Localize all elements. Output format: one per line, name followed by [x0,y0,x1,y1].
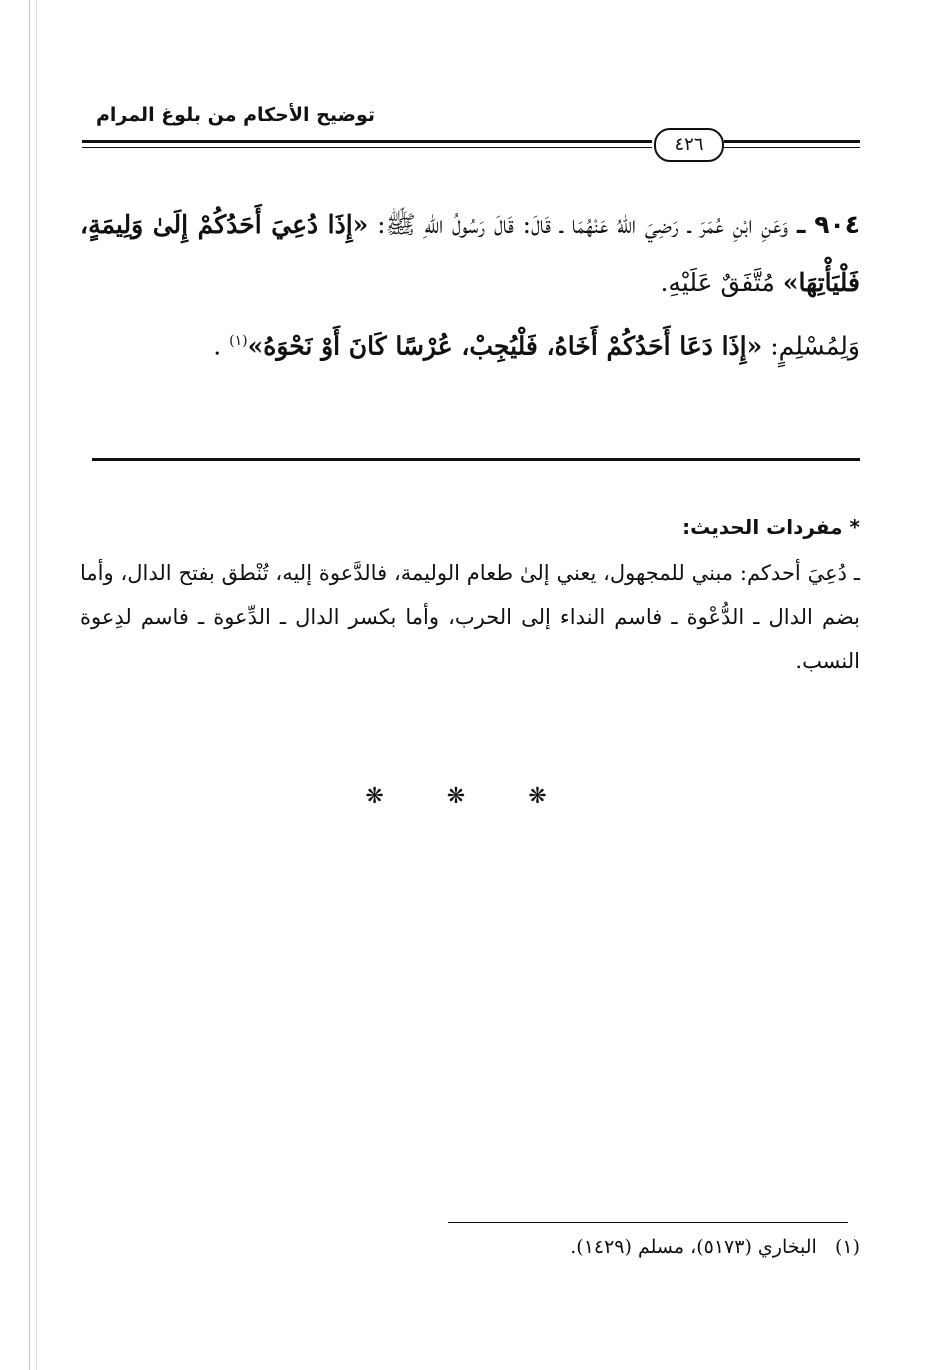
footnote [300,1236,860,1258]
header-rule-left-thin [82,147,652,148]
hadith-variant-paragraph [80,312,860,375]
vocabulary-text: ـ دُعِيَ أحدكم: مبني للمجهول، يعني إلىٰ طعام الوليمة، فالدَّعوة إليه، تُنْطق بفتح الدال، وأما بضم الدال ـ الدُّعْوة ـ فاسم النداء إلى الحرب، وأما بكسر الدال ـ الدِّعوة ـ فاسم لدِعوة النسب. [80,561,860,673]
variant-intro: وَلِمُسْلِمٍ: [770,331,860,361]
header-rule-right-thin [724,147,860,148]
footnote-marker: (١) [834,1236,860,1258]
hadith-number: ٩٠٤ [814,210,860,239]
hadith-paragraph [80,196,860,312]
ornament-separator: ❋ ❋ ❋ [365,784,575,809]
variant-end: . [213,331,222,361]
footnote-rule [448,1222,848,1223]
hadith-grading: مُتَّفَقٌ عَلَيْهِ. [660,268,775,297]
footnote-reference: (١) [229,333,248,349]
page-gutter-line [29,0,30,1370]
running-header-title: توضيح الأحكام من بلوغ المرام [95,104,375,126]
page-number: ٤٢٦ [654,128,724,162]
header-rule-left [82,140,652,143]
hadith-block [80,196,860,375]
header-rule-right [724,140,860,143]
section-divider [92,458,860,461]
vocabulary-section [80,505,860,683]
hadith-dash: ـ [796,210,806,239]
hadith-isnad: وَعَنِ ابْنِ عُمَرَ ـ رَضِيَ اللهُ عَنْهُمَا ـ قَالَ: قَالَ رَسُولُ اللهِ ﷺ: [377,210,789,239]
variant-quote: «إِذَا دَعَا أَحَدُكُمْ أَخَاهُ، فَلْيُجِبْ، عُرْسًا كَانَ أَوْ نَحْوَهُ» [247,331,763,361]
vocabulary-heading: * مفردات الحديث: [682,515,860,539]
footnote-text: البخاري (٥١٧٣)، مسلم (١٤٢٩). [570,1236,817,1258]
page-gutter-line [36,0,37,1370]
hadith-quote: «إِذَا دُعِيَ أَحَدُكُمْ إِلَىٰ وَلِيمَةٍ، فَلْيَأْتِهَا» [80,210,860,297]
